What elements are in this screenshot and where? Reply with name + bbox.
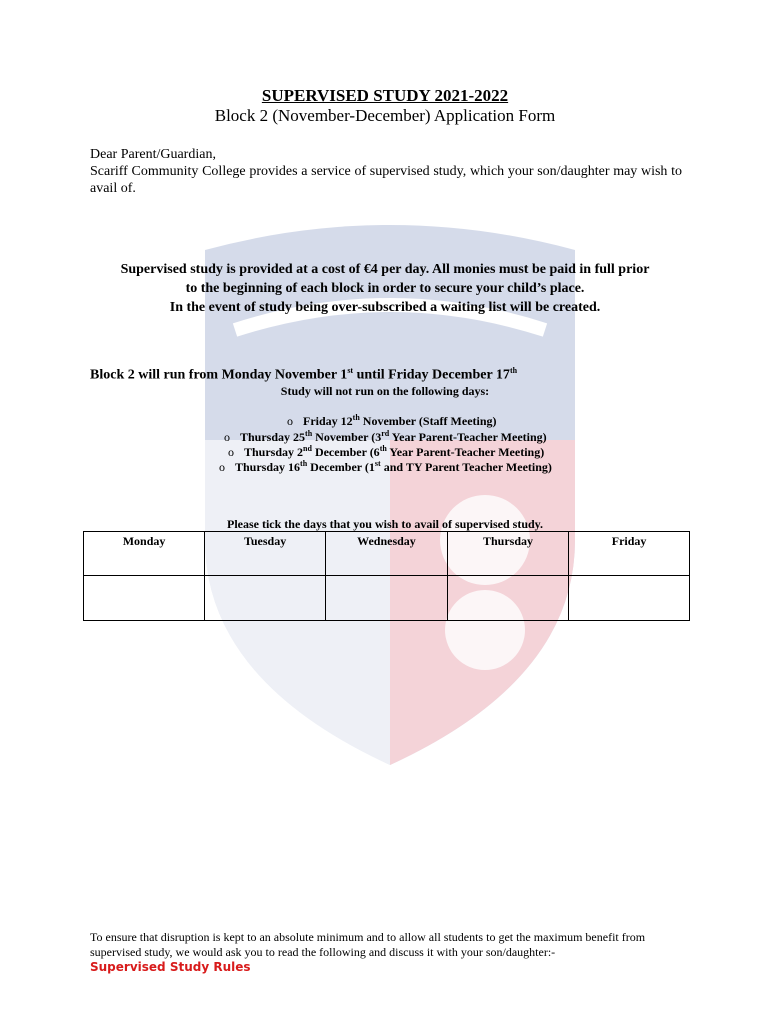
tick-cell-thursday[interactable] (447, 576, 568, 621)
day-header-wednesday: Wednesday (326, 532, 448, 576)
not-run-heading: Study will not run on the following days: (280, 384, 490, 398)
page-title: SUPERVISED STUDY 2021-2022 (261, 86, 509, 105)
tick-instructions: Please tick the days that you wish to avail of supervised study. (226, 517, 544, 531)
footer-paragraph: To ensure that disruption is kept to an absolute minimum and to allow all students to get the maximum benefit from supervised study, we would ask you to read the following and discuss it with your son/daughter:- (90, 930, 646, 959)
cost-notice (0, 260, 770, 317)
rules-heading: Supervised Study Rules (90, 960, 251, 974)
day-header-tuesday: Tuesday (205, 532, 326, 576)
intro-paragraph (90, 146, 682, 197)
list-item: o Thursday 16th December (1st and TY Parent Teacher Meeting) (219, 459, 552, 474)
list-item: o Friday 12th November (Staff Meeting) (287, 413, 497, 428)
day-header-thursday: Thursday (447, 532, 568, 576)
days-selection-table (83, 531, 690, 621)
notice-line-2: to the beginning of each block in order to secure your child’s place. (185, 281, 585, 296)
greeting: Dear Parent/Guardian, (90, 147, 216, 162)
tick-cell-monday[interactable] (84, 576, 205, 621)
block-run-dates: Block 2 will run from Monday November 1st until Friday December 17th (90, 366, 518, 383)
notice-line-3: In the event of study being over-subscribed a waiting list will be created. (169, 300, 601, 315)
page-subtitle: Block 2 (November-December) Application Form (214, 106, 556, 125)
day-header-friday: Friday (569, 532, 690, 576)
notice-line-1: Supervised study is provided at a cost of €4 per day. All monies must be paid in full prior (120, 262, 650, 277)
tick-cell-wednesday[interactable] (326, 576, 448, 621)
tick-cell-friday[interactable] (569, 576, 690, 621)
day-header-monday: Monday (84, 532, 205, 576)
list-item: o Thursday 25th November (3rd Year Parent-Teacher Meeting) (224, 429, 547, 444)
tick-cell-tuesday[interactable] (205, 576, 326, 621)
list-item: o Thursday 2nd December (6th Year Parent-Teacher Meeting) (228, 444, 545, 459)
intro-text: Scariff Community College provides a service of supervised study, which your son/daughter may wish to avail of. (90, 164, 682, 196)
